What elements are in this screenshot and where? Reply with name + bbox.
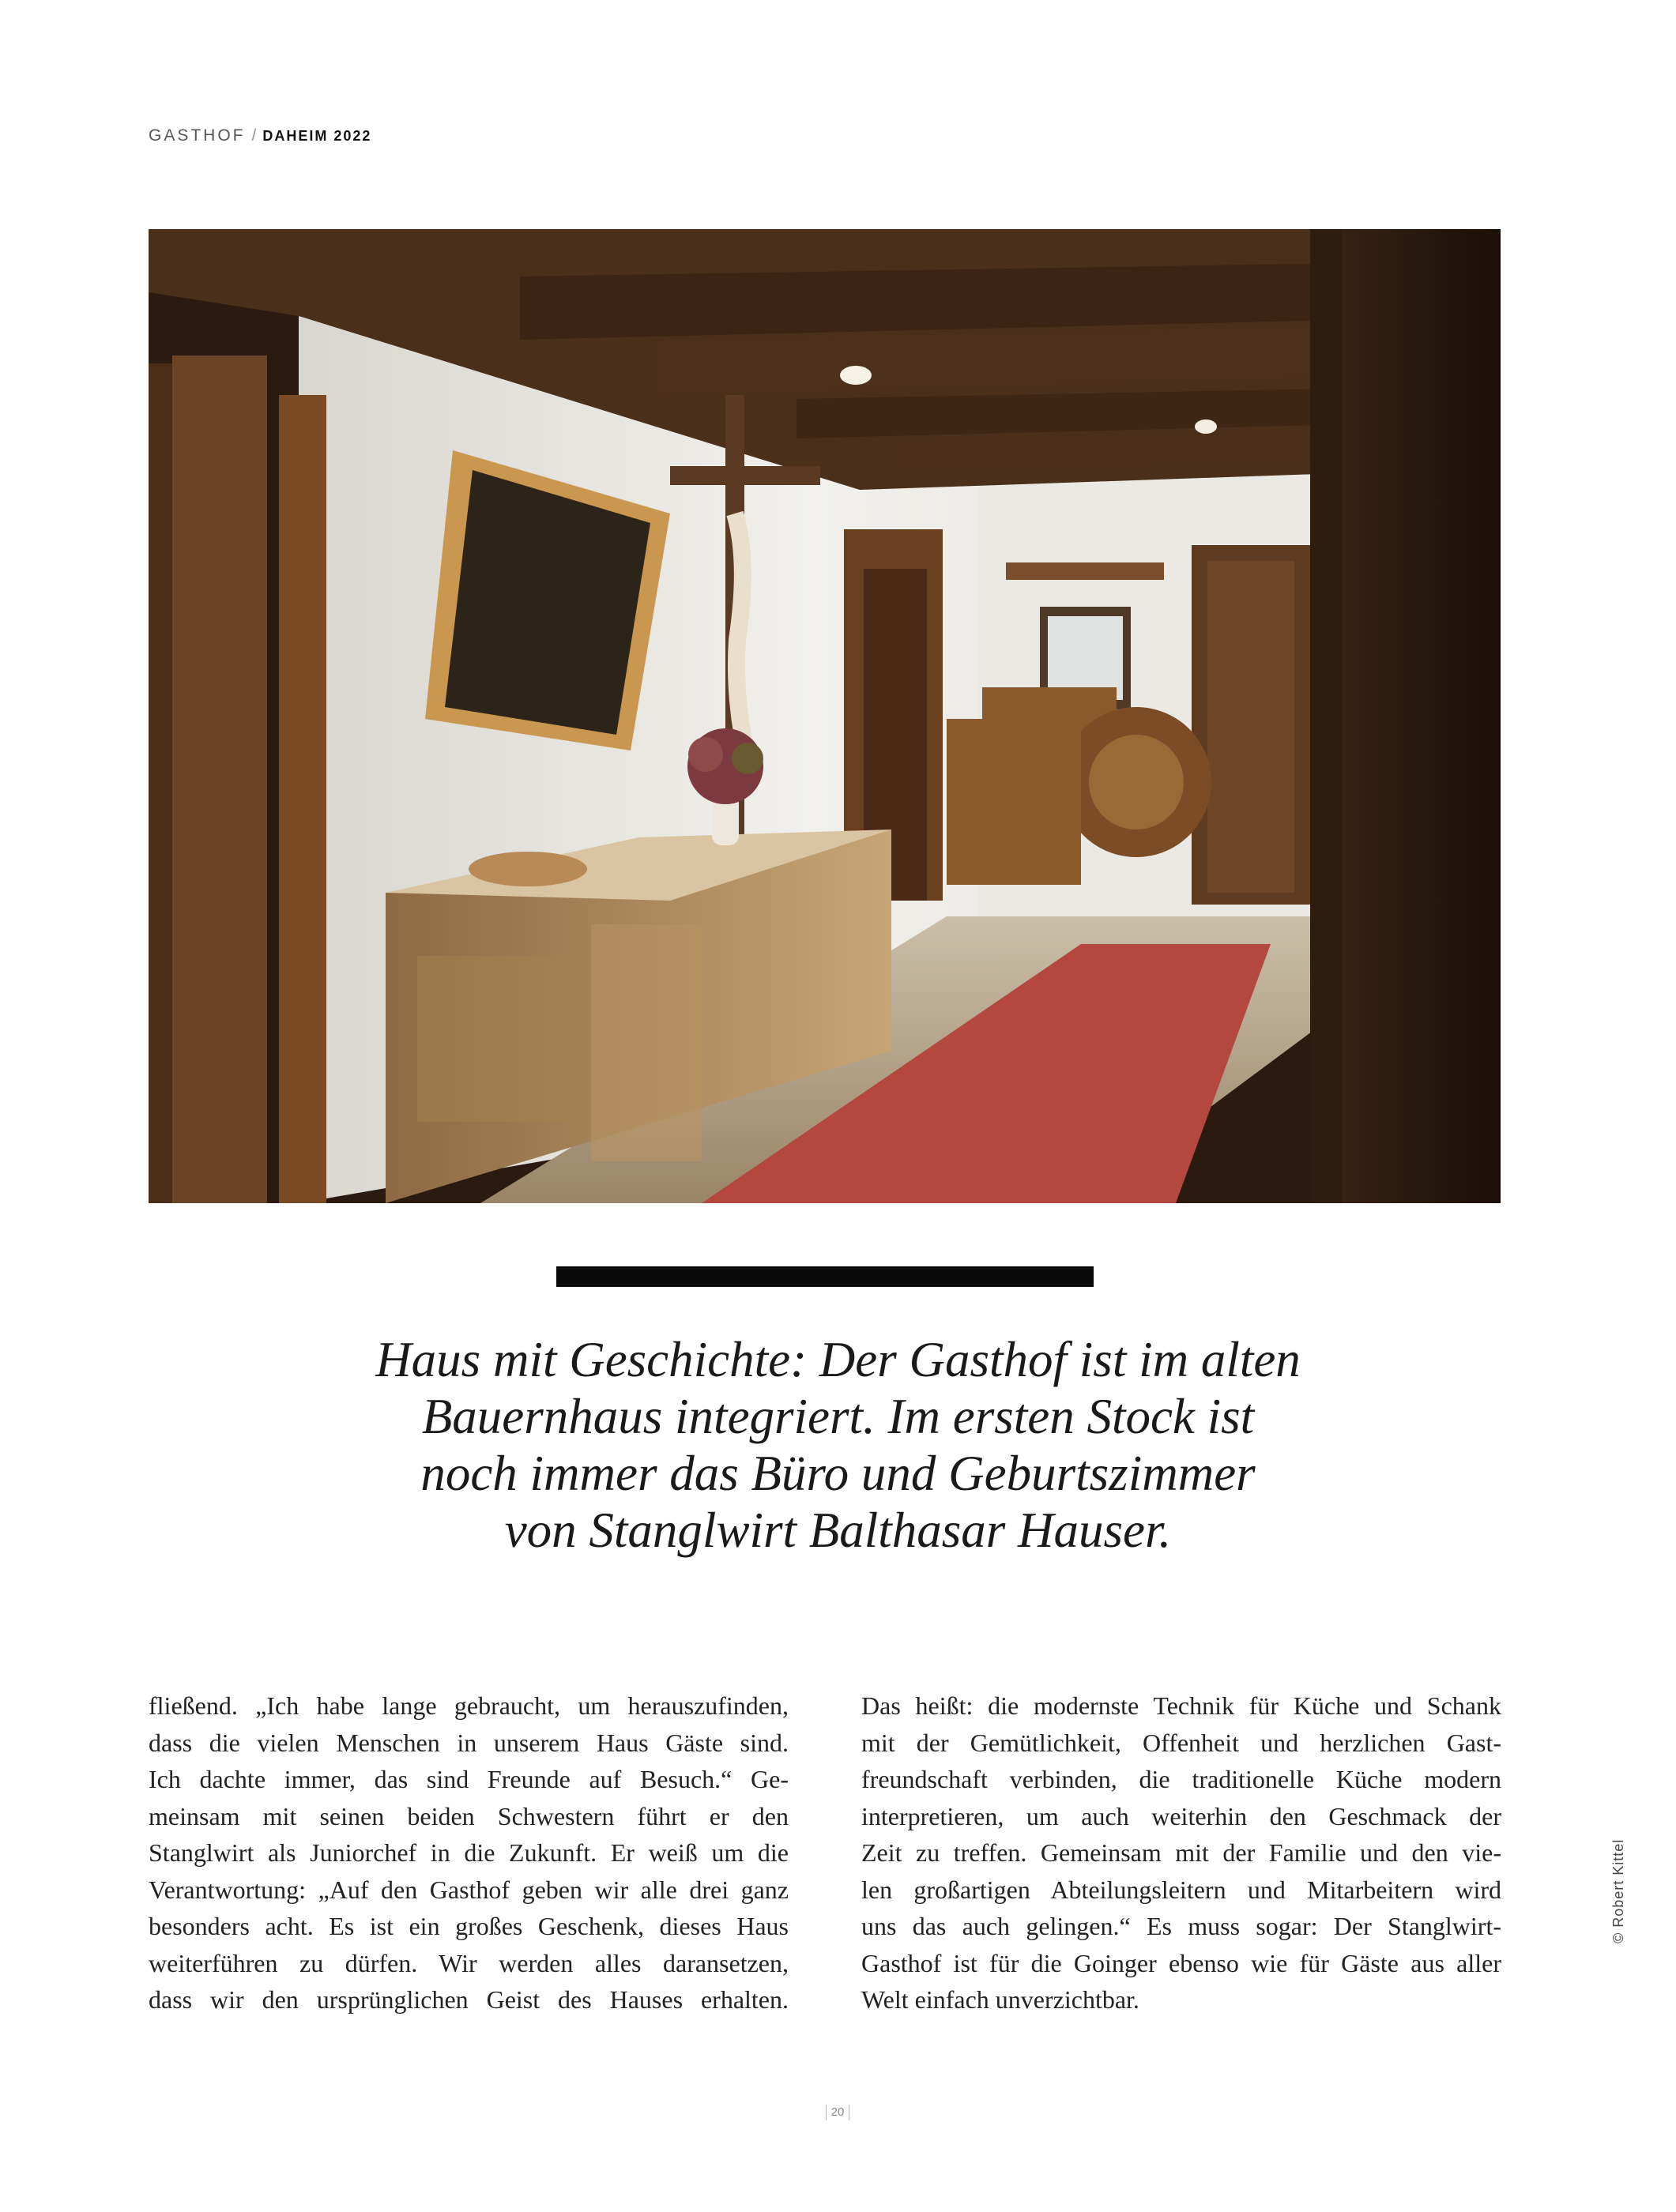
pull-quote-line: noch immer das Büro und Geburtszimmer bbox=[420, 1446, 1256, 1501]
body-line: len großartigen Abteilungsleitern und Mitarbeitern wird bbox=[861, 1875, 1501, 1904]
pull-quote-line: Haus mit Geschichte: Der Gasthof ist im alten bbox=[375, 1332, 1301, 1387]
body-line: fließend. „Ich habe lange gebraucht, um herauszufinden, bbox=[149, 1691, 789, 1720]
body-line: Zeit zu treffen. Gemeinsam mit der Familie und den vie- bbox=[861, 1838, 1501, 1867]
body-line: meinsam mit seinen beiden Schwestern führt er den bbox=[149, 1801, 789, 1830]
header-issue: DAHEIM 2022 bbox=[262, 128, 372, 144]
body-line: Welt einfach unverzichtbar. bbox=[861, 1985, 1139, 2014]
header-section: GASTHOF bbox=[149, 126, 246, 145]
pull-quote bbox=[237, 1331, 1439, 1559]
body-line: Das heißt: die modernste Technik für Küche und Schank bbox=[861, 1691, 1501, 1720]
body-line: Gasthof ist für die Goinger ebenso wie für Gäste aus aller bbox=[861, 1948, 1501, 1977]
body-line: dass die vielen Menschen in unserem Haus Gäste sind. bbox=[149, 1728, 789, 1757]
body-line: besonders acht. Es ist ein großes Geschenk, dieses Haus bbox=[149, 1912, 789, 1940]
photo-credit: © Robert Kittel bbox=[1610, 1838, 1626, 1943]
body-line: weiterführen zu dürfen. Wir werden alles daransetzen, bbox=[149, 1948, 789, 1977]
body-line: dass wir den ursprünglichen Geist des Hauses erhalten. bbox=[149, 1985, 789, 2014]
body-line: freundschaft verbinden, die traditionelle Küche modern bbox=[861, 1765, 1501, 1793]
body-line: mit der Gemütlichkeit, Offenheit und herzlichen Gast- bbox=[861, 1728, 1501, 1757]
body-line: Stanglwirt als Juniorchef in die Zukunft. Er weiß um die bbox=[149, 1838, 789, 1867]
header-separator: / bbox=[251, 126, 257, 145]
body-line: interpretieren, um auch weiterhin den Geschmack der bbox=[861, 1801, 1501, 1830]
page-number bbox=[810, 2105, 865, 2120]
running-header bbox=[149, 126, 371, 145]
page-number-value: 20 bbox=[830, 2105, 845, 2119]
body-line: Verantwortung: „Auf den Gasthof geben wir alle drei ganz bbox=[149, 1875, 789, 1904]
pull-quote-line: Bauernhaus integriert. Im ersten Stock ist bbox=[421, 1389, 1255, 1444]
body-line: uns das auch gelingen.“ Es muss sogar: Der Stanglwirt- bbox=[861, 1912, 1501, 1940]
hallway-photo bbox=[149, 229, 1501, 1203]
body-column-right bbox=[861, 1687, 1501, 2018]
divider-rule bbox=[556, 1266, 1094, 1287]
hallway-illustration bbox=[149, 229, 1501, 1203]
body-column-left bbox=[149, 1687, 789, 2018]
pull-quote-line: von Stanglwirt Balthasar Hauser. bbox=[504, 1503, 1172, 1558]
body-line: Ich dachte immer, das sind Freunde auf Besuch.“ Ge- bbox=[149, 1765, 789, 1793]
